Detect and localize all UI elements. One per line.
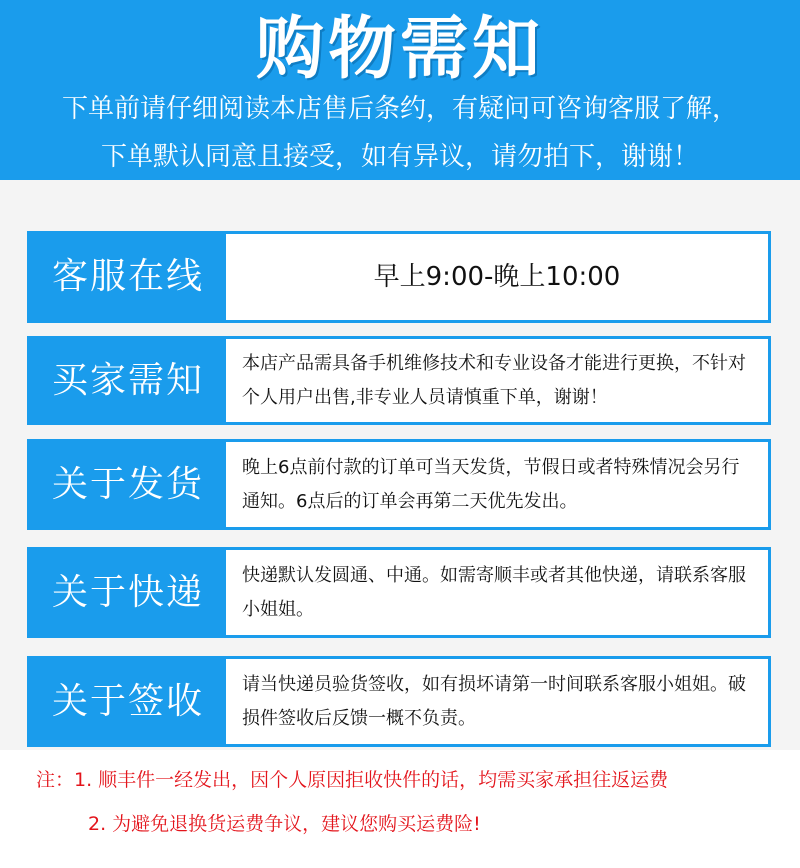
info-row-service-hours — [27, 231, 771, 323]
info-row-label: 关于快递 — [30, 550, 226, 635]
info-row-text: 晚上6点前付款的订单可当天发货，节假日或者特殊情况会另行通知。6点后的订单会再第二天优先发出。 — [242, 456, 740, 512]
info-row-text: 请当快递员验货签收，如有损坏请第一时间联系客服小姐姐。破损件签收后反馈一概不负责。 — [242, 673, 746, 729]
info-row-label: 关于签收 — [30, 659, 226, 744]
info-row-label: 买家需知 — [30, 339, 226, 422]
info-row-text: 本店产品需具备手机维修技术和专业设备才能进行更换，不针对个人用户出售,非专业人员请慎重下单，谢谢！ — [242, 352, 746, 408]
header-banner — [0, 0, 800, 180]
header-subtitle-line1: 下单前请仔细阅读本店售后条约，有疑问可咨询客服了解， — [61, 94, 738, 124]
info-row-receipt — [27, 656, 771, 747]
info-row-text: 快递默认发圆通、中通。如需寄顺丰或者其他快递，请联系客服小姐姐。 — [242, 564, 746, 620]
header-subtitle-line2: 下单默认同意且接受，如有异议，请勿拍下，谢谢！ — [100, 142, 699, 172]
note-line-1: 注：1. 顺丰件一经发出，因个人原因拒收快件的话，均需买家承担往返运费 — [36, 769, 669, 791]
page-title: 购物需知 — [255, 10, 544, 89]
info-row-shipping — [27, 439, 771, 530]
info-row-courier — [27, 547, 771, 638]
info-row-label: 客服在线 — [30, 234, 226, 320]
info-section — [0, 180, 800, 750]
info-row-buyer-notice — [27, 336, 771, 425]
info-row-text: 早上9:00-晚上10:00 — [373, 262, 621, 292]
notes-section — [0, 755, 800, 868]
info-row-label: 关于发货 — [30, 442, 226, 527]
note-line-2: 2. 为避免退换货运费争议，建议您购买运费险! — [88, 813, 481, 835]
